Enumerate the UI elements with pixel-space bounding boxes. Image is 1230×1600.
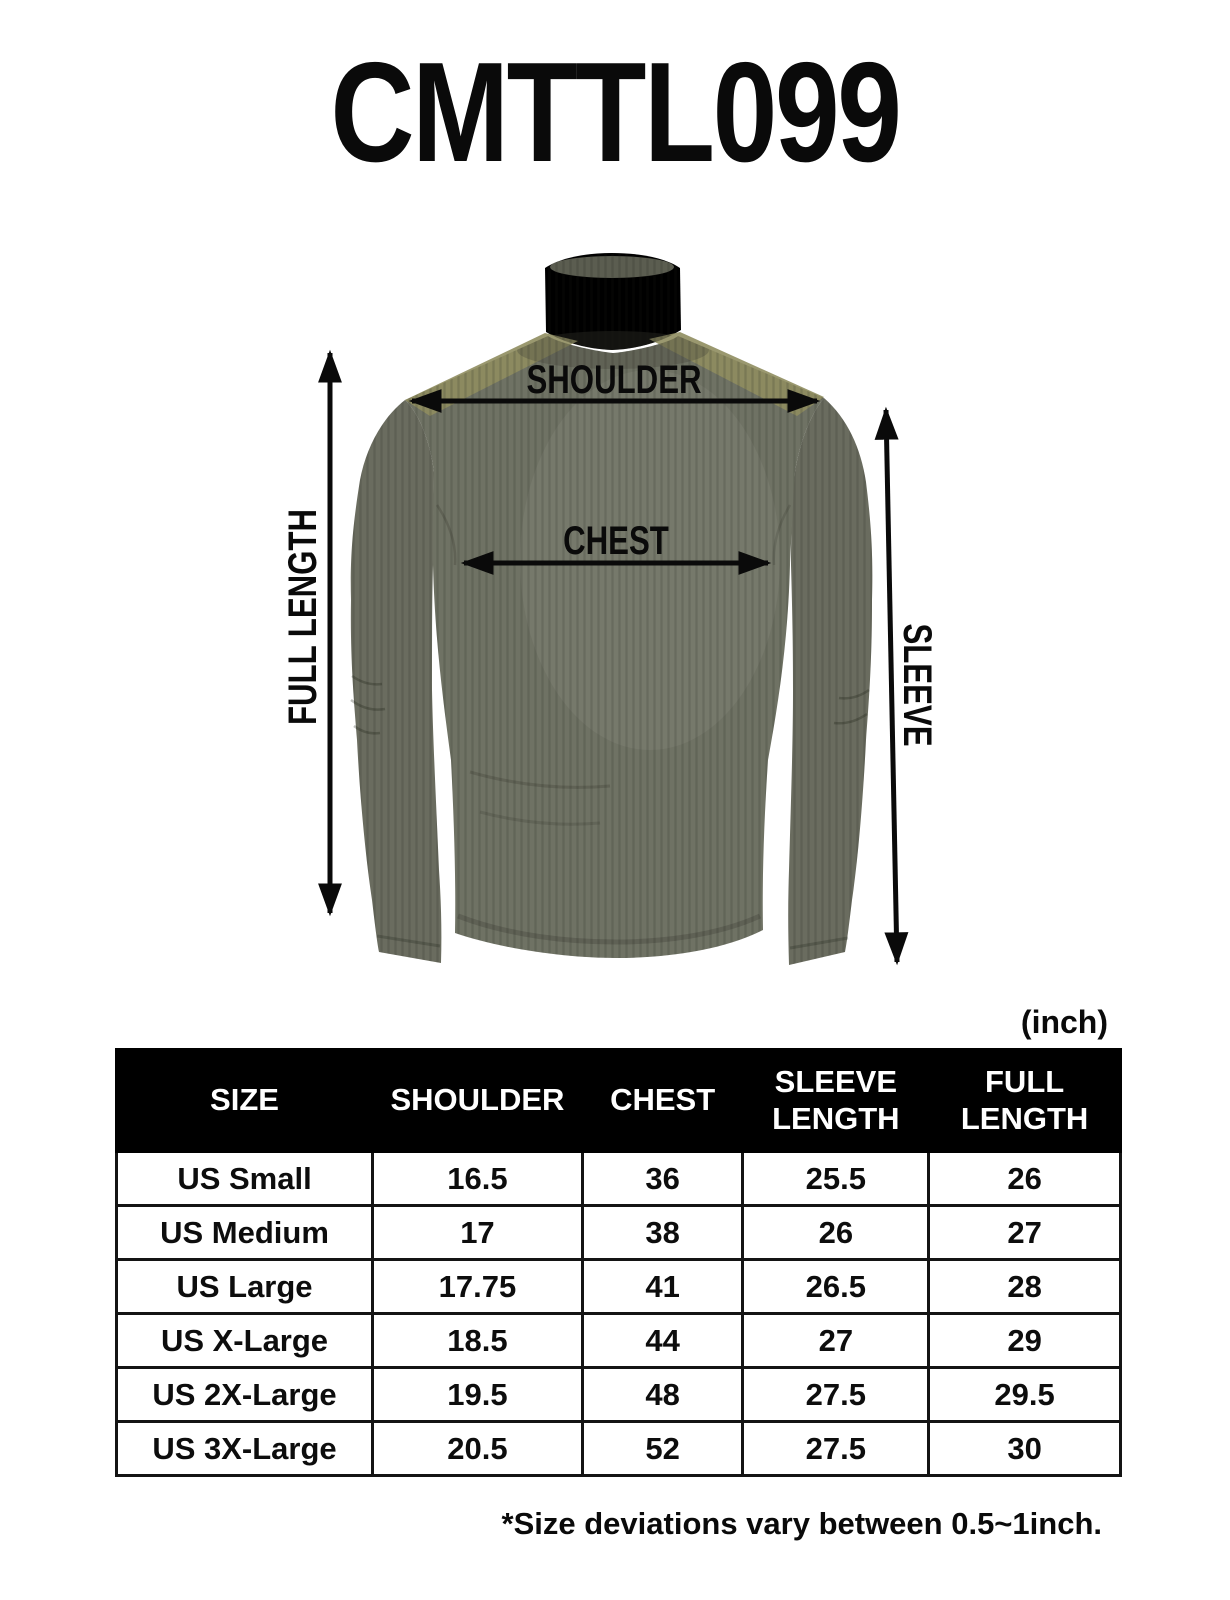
sleeve-length-cell: 25.5: [743, 1152, 929, 1206]
size-cell: US X-Large: [117, 1314, 373, 1368]
full-length-cell: 29: [929, 1314, 1121, 1368]
size-cell: US Medium: [117, 1206, 373, 1260]
sleeve-length-cell: 26.5: [743, 1260, 929, 1314]
size-cell: US 3X-Large: [117, 1422, 373, 1476]
chest-cell: 38: [582, 1206, 743, 1260]
sleeve-length-cell: 26: [743, 1206, 929, 1260]
rib-texture-overlay: [340, 248, 880, 970]
shoulder-cell: 19.5: [373, 1368, 583, 1422]
table-row-us-3x-large: [117, 1422, 1121, 1476]
col-header-sleeve-length: SLEEVE LENGTH: [743, 1050, 929, 1152]
sleeve-measure-label: SLEEVE: [895, 623, 939, 747]
sleeve-length-cell: 27: [743, 1314, 929, 1368]
table-row-us-x-large: [117, 1314, 1121, 1368]
col-header-size: SIZE: [117, 1050, 373, 1152]
size-cell: US Small: [117, 1152, 373, 1206]
full-length-cell: 29.5: [929, 1368, 1121, 1422]
table-row-us-2x-large: [117, 1368, 1121, 1422]
chest-cell: 52: [582, 1422, 743, 1476]
product-code-title: CMTTL099: [330, 33, 900, 192]
shoulder-cell: 20.5: [373, 1422, 583, 1476]
full-length-measure-label: FULL LENGTH: [281, 508, 325, 726]
shoulder-cell: 16.5: [373, 1152, 583, 1206]
chest-cell: 44: [582, 1314, 743, 1368]
chest-cell: 36: [582, 1152, 743, 1206]
chest-cell: 48: [582, 1368, 743, 1422]
sleeve-length-cell: 27.5: [743, 1422, 929, 1476]
size-cell: US Large: [117, 1260, 373, 1314]
shoulder-cell: 17: [373, 1206, 583, 1260]
full-length-cell: 27: [929, 1206, 1121, 1260]
col-header-shoulder: SHOULDER: [373, 1050, 583, 1152]
full-length-cell: 26: [929, 1152, 1121, 1206]
size-table-header: [117, 1050, 1121, 1152]
size-table-body: [117, 1152, 1121, 1476]
size-deviation-note: *Size deviations vary between 0.5~1inch.: [501, 1506, 1102, 1541]
full-length-cell: 28: [929, 1260, 1121, 1314]
col-header-chest: CHEST: [582, 1050, 743, 1152]
chest-cell: 41: [582, 1260, 743, 1314]
header-row: [117, 1050, 1121, 1152]
full-length-cell: 30: [929, 1422, 1121, 1476]
table-row-us-medium: [117, 1206, 1121, 1260]
shoulder-cell: 18.5: [373, 1314, 583, 1368]
col-header-full-length: FULL LENGTH: [929, 1050, 1121, 1152]
chest-measure-label: CHEST: [563, 519, 669, 563]
unit-label: (inch): [1020, 1004, 1108, 1040]
size-cell: US 2X-Large: [117, 1368, 373, 1422]
size-table: [115, 1048, 1122, 1477]
sleeve-length-cell: 27.5: [743, 1368, 929, 1422]
shoulder-measure-label: SHOULDER: [526, 358, 702, 402]
shoulder-cell: 17.75: [373, 1260, 583, 1314]
table-row-us-small: [117, 1152, 1121, 1206]
sweater-illustration: [340, 248, 880, 970]
table-row-us-large: [117, 1260, 1121, 1314]
